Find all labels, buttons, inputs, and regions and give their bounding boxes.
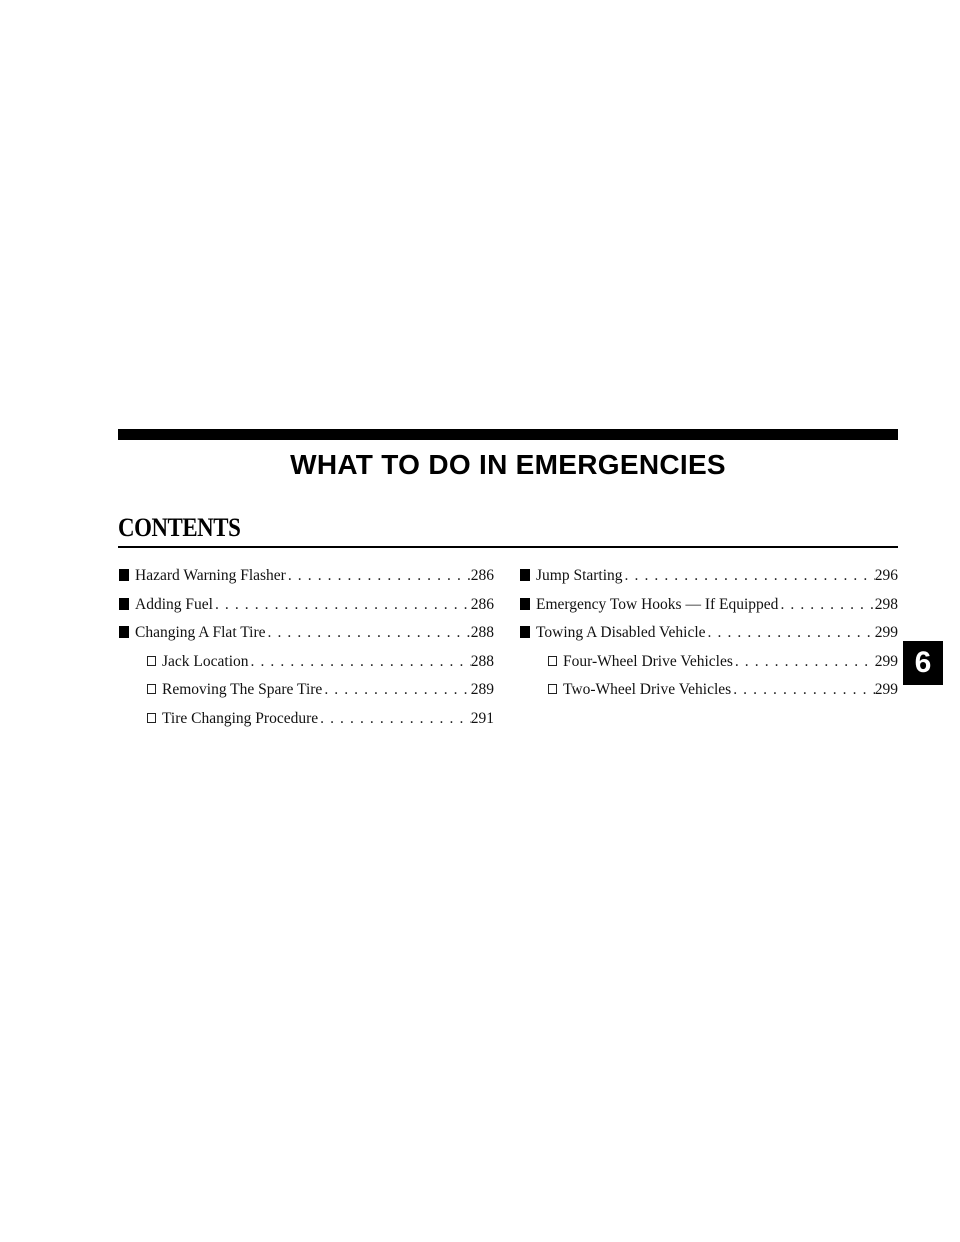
hollow-square-bullet-icon (548, 684, 557, 694)
toc-entry-label: Adding Fuel (135, 595, 213, 613)
hollow-square-bullet-icon (548, 656, 557, 666)
toc-entry-page: 298 (874, 595, 898, 613)
toc-entry-label: Changing A Flat Tire (135, 624, 266, 641)
contents-left-column (119, 567, 494, 738)
hollow-square-bullet-icon (147, 713, 156, 723)
toc-entry[interactable] (520, 567, 898, 591)
hollow-square-bullet-icon (147, 656, 156, 666)
top-rule (118, 429, 898, 440)
toc-subentry[interactable] (520, 653, 898, 677)
toc-entry-page: 288 (470, 624, 494, 641)
toc-entry-label: Jack Location (162, 652, 249, 670)
dot-leader (733, 653, 875, 671)
dot-leader (623, 567, 875, 585)
toc-entry-page: 299 (874, 681, 898, 698)
toc-entry[interactable] (520, 596, 898, 620)
toc-entry[interactable] (119, 596, 494, 620)
toc-entry-page: 286 (470, 595, 494, 613)
square-bullet-icon (119, 626, 129, 638)
toc-entry[interactable] (119, 624, 494, 648)
dot-leader (318, 710, 471, 728)
dot-leader (731, 681, 875, 699)
toc-entry-page: 288 (470, 652, 494, 670)
toc-entry[interactable] (520, 624, 898, 648)
toc-entry-label: Towing A Disabled Vehicle (536, 624, 706, 641)
toc-subentry[interactable] (119, 710, 494, 734)
toc-entry-page: 299 (874, 624, 898, 641)
dot-leader (213, 596, 471, 614)
square-bullet-icon (119, 569, 129, 581)
toc-entry-label: Tire Changing Procedure (162, 709, 319, 727)
toc-entry[interactable] (119, 567, 494, 591)
toc-subentry[interactable] (119, 653, 494, 677)
dot-leader (249, 653, 471, 671)
contents-right-column (520, 567, 898, 710)
toc-entry-label: Jump Starting (536, 567, 623, 584)
dot-leader (778, 596, 874, 614)
chapter-title: WHAT TO DO IN EMERGENCIES (290, 449, 726, 480)
chapter-tab-marker: 6 (903, 641, 943, 685)
contents-heading: CONTENTS (118, 513, 241, 542)
square-bullet-icon (119, 598, 129, 610)
toc-entry-page: 291 (470, 709, 494, 727)
toc-entry-page: 296 (874, 567, 898, 584)
toc-entry-label: Emergency Tow Hooks — If Equipped (536, 595, 779, 613)
hollow-square-bullet-icon (147, 684, 156, 694)
toc-entry-label: Hazard Warning Flasher (135, 567, 286, 584)
square-bullet-icon (520, 569, 530, 581)
toc-subentry[interactable] (520, 681, 898, 705)
toc-entry-label: Removing The Spare Tire (162, 681, 323, 698)
toc-entry-page: 299 (874, 652, 898, 670)
toc-entry-label: Two-Wheel Drive Vehicles (563, 681, 732, 698)
square-bullet-icon (520, 626, 530, 638)
contents-rule (118, 546, 898, 548)
toc-subentry[interactable] (119, 681, 494, 705)
square-bullet-icon (520, 598, 530, 610)
dot-leader (322, 681, 470, 699)
toc-entry-label: Four-Wheel Drive Vehicles (563, 652, 733, 670)
dot-leader (266, 624, 471, 642)
dot-leader (286, 567, 471, 585)
dot-leader (706, 624, 875, 642)
toc-entry-page: 289 (470, 681, 494, 698)
toc-entry-page: 286 (470, 567, 494, 584)
